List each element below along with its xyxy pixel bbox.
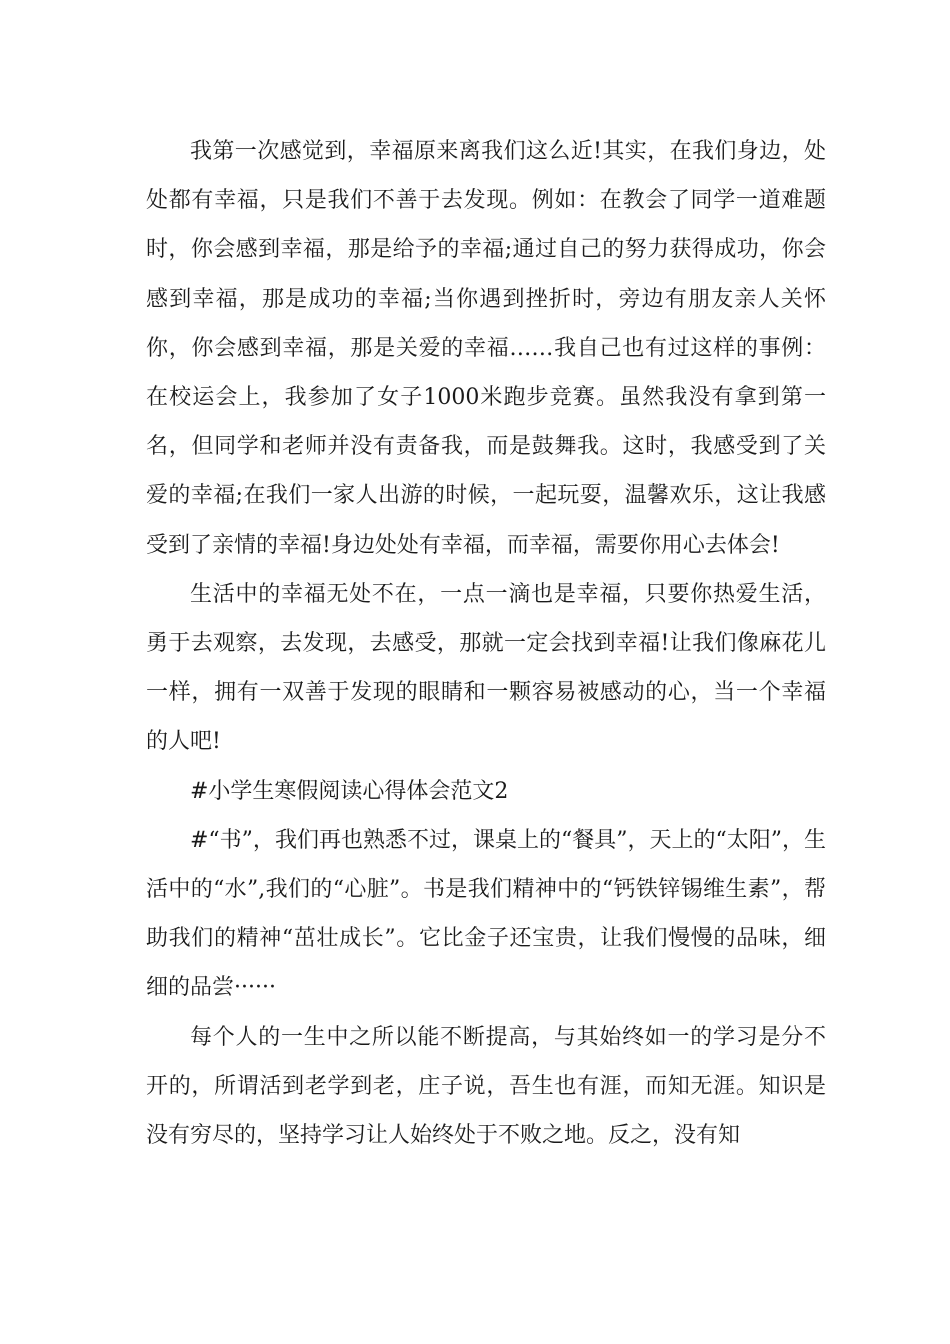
document-body bbox=[146, 127, 826, 1160]
paragraph-books: #“书”，我们再也熟悉不过，课桌上的“餐具”，天上的“太阳”，生活中的“水”,我们的“心脏”。书是我们精神中的“钙铁锌锡维生素”，帮助我们的精神“茁壮成长”。它比金子还宝贵，让我们慢慢的品味，细细的品尝······ bbox=[146, 827, 826, 1001]
paragraph-happiness-everywhere: 生活中的幸福无处不在，一点一滴也是幸福，只要你热爱生活，勇于去观察，去发现，去感受，那就一定会找到幸福!让我们像麻花儿一样，拥有一双善于发现的眼睛和一颗容易被感动的心，当一个幸福的人吧! bbox=[146, 581, 826, 755]
section-heading: #小学生寒假阅读心得体会范文2 bbox=[190, 778, 509, 804]
paragraph-lifelong-learning: 每个人的一生中之所以能不断提高，与其始终如一的学习是分不开的，所谓活到老学到老，庄子说，吾生也有涯，而知无涯。知识是没有穷尽的，坚持学习让人始终处于不败之地。反之，没有知 bbox=[146, 1024, 826, 1149]
paragraph-happiness-examples: 我第一次感觉到，幸福原来离我们这么近!其实，在我们身边，处处都有幸福，只是我们不善于去发现。例如：在教会了同学一道难题时，你会感到幸福，那是给予的幸福;通过自己的努力获得成功，你会感到幸福，那是成功的幸福;当你遇到挫折时，旁边有朋友亲人关怀你，你会感到幸福，那是关爱的幸福……我自己也有过这样的事例：在校运会上，我参加了女子1000米跑步竞赛。虽然我没有拿到第一名，但同学和老师并没有责备我，而是鼓舞我。这时，我感受到了关爱的幸福;在我们一家人出游的时候，一起玩耍，温馨欢乐，这让我感受到了亲情的幸福!身边处处有幸福，而幸福，需要你用心去体会! bbox=[146, 139, 826, 558]
